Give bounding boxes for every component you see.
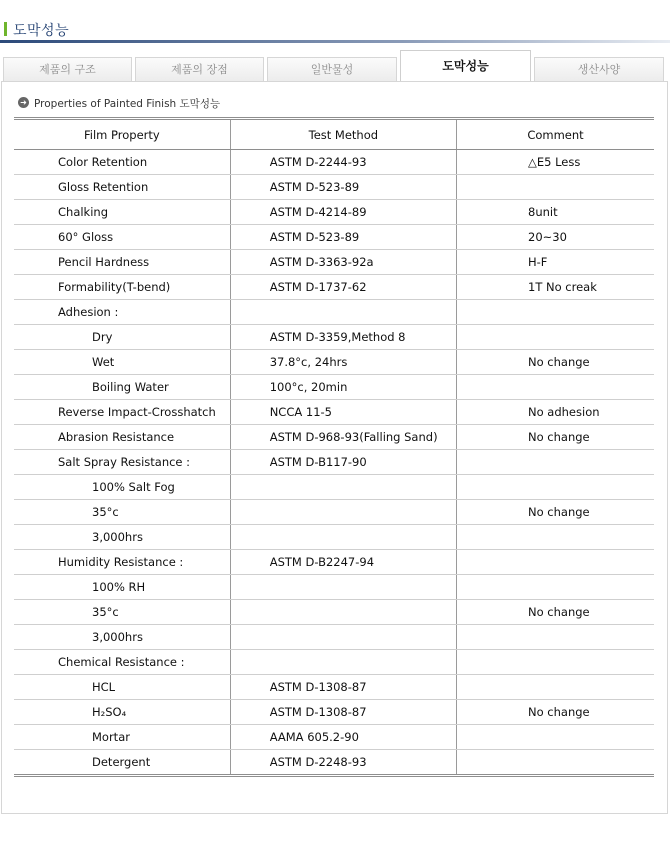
cell-comment: [457, 575, 655, 600]
column-header-comment: Comment: [457, 119, 655, 150]
cell-test-method: ASTM D-3363-92a: [230, 250, 456, 275]
page-title: 도막성능: [13, 23, 70, 39]
cell-test-method: [230, 525, 456, 550]
tab-general-properties[interactable]: 일반물성: [267, 57, 397, 81]
cell-comment: H-F: [457, 250, 655, 275]
page-header: [0, 0, 670, 46]
tab-advantages[interactable]: 제품의 장점: [135, 57, 264, 81]
table-row: [14, 175, 654, 200]
cell-comment: [457, 675, 655, 700]
table-row: [14, 550, 654, 575]
table-row: [14, 425, 654, 450]
cell-test-method: ASTM D-1737-62: [230, 275, 456, 300]
cell-comment: [457, 475, 655, 500]
cell-comment: No change: [457, 350, 655, 375]
cell-test-method: ASTM D-968-93(Falling Sand): [230, 425, 456, 450]
table-row: [14, 350, 654, 375]
cell-comment: [457, 725, 655, 750]
cell-test-method: ASTM D-B2247-94: [230, 550, 456, 575]
table-row: [14, 575, 654, 600]
table-row: [14, 200, 654, 225]
cell-comment: [457, 325, 655, 350]
cell-comment: [457, 625, 655, 650]
tab-production-spec[interactable]: 생산사양: [534, 57, 664, 81]
cell-property: 60° Gloss: [14, 225, 230, 250]
table-row: [14, 475, 654, 500]
cell-comment: [457, 300, 655, 325]
cell-property: H₂SO₄: [14, 700, 230, 725]
cell-comment: 20~30: [457, 225, 655, 250]
title-accent-bar: [4, 22, 7, 36]
cell-test-method: 100°c, 20min: [230, 375, 456, 400]
cell-property: 3,000hrs: [14, 525, 230, 550]
cell-comment: No change: [457, 500, 655, 525]
table-row: [14, 500, 654, 525]
cell-property: Chemical Resistance :: [14, 650, 230, 675]
table-row: [14, 275, 654, 300]
cell-property: Pencil Hardness: [14, 250, 230, 275]
cell-comment: No adhesion: [457, 400, 655, 425]
cell-comment: [457, 550, 655, 575]
cell-property: Color Retention: [14, 150, 230, 175]
table-row: [14, 300, 654, 325]
cell-test-method: [230, 600, 456, 625]
table-row: [14, 525, 654, 550]
table-row: [14, 650, 654, 675]
cell-comment: 8unit: [457, 200, 655, 225]
cell-property: Dry: [14, 325, 230, 350]
table-row: [14, 625, 654, 650]
table-row: [14, 150, 654, 175]
cell-comment: No change: [457, 700, 655, 725]
table-row: [14, 600, 654, 625]
cell-property: 35°c: [14, 600, 230, 625]
cell-property: Humidity Resistance :: [14, 550, 230, 575]
table-row: [14, 450, 654, 475]
table-row: [14, 325, 654, 350]
cell-comment: [457, 525, 655, 550]
table-body: [14, 150, 654, 776]
cell-property: 3,000hrs: [14, 625, 230, 650]
cell-property: Mortar: [14, 725, 230, 750]
cell-test-method: ASTM D-523-89: [230, 225, 456, 250]
cell-property: Formability(T-bend): [14, 275, 230, 300]
cell-comment: No change: [457, 425, 655, 450]
cell-test-method: [230, 575, 456, 600]
cell-test-method: [230, 625, 456, 650]
cell-comment: [457, 450, 655, 475]
column-header-property: Film Property: [14, 119, 230, 150]
cell-comment: [457, 175, 655, 200]
cell-comment: 1T No creak: [457, 275, 655, 300]
cell-test-method: [230, 500, 456, 525]
cell-property: Gloss Retention: [14, 175, 230, 200]
tab-bar: [0, 50, 670, 82]
cell-comment: [457, 650, 655, 675]
table-row: [14, 375, 654, 400]
cell-test-method: ASTM D-3359,Method 8: [230, 325, 456, 350]
cell-comment: [457, 750, 655, 776]
section-title: Properties of Painted Finish 도막성능: [34, 98, 221, 110]
cell-test-method: ASTM D-1308-87: [230, 700, 456, 725]
cell-property: 100% RH: [14, 575, 230, 600]
tab-structure[interactable]: 제품의 구조: [3, 57, 132, 81]
cell-comment: No change: [457, 600, 655, 625]
arrow-circle-icon: ➜: [18, 97, 29, 108]
cell-property: 100% Salt Fog: [14, 475, 230, 500]
table-row: [14, 750, 654, 776]
cell-property: 35°c: [14, 500, 230, 525]
table-row: [14, 725, 654, 750]
table-row: [14, 400, 654, 425]
cell-test-method: ASTM D-4214-89: [230, 200, 456, 225]
cell-test-method: [230, 650, 456, 675]
cell-test-method: ASTM D-523-89: [230, 175, 456, 200]
cell-test-method: ASTM D-2248-93: [230, 750, 456, 776]
table-row: [14, 675, 654, 700]
cell-property: Wet: [14, 350, 230, 375]
cell-test-method: [230, 475, 456, 500]
table-row: [14, 250, 654, 275]
cell-test-method: AAMA 605.2-90: [230, 725, 456, 750]
table-row: [14, 225, 654, 250]
cell-comment: [457, 375, 655, 400]
cell-property: Abrasion Resistance: [14, 425, 230, 450]
cell-property: Reverse Impact-Crosshatch: [14, 400, 230, 425]
tab-coating-performance[interactable]: 도막성능: [400, 50, 531, 82]
cell-property: Adhesion :: [14, 300, 230, 325]
cell-property: Salt Spray Resistance :: [14, 450, 230, 475]
cell-test-method: NCCA 11-5: [230, 400, 456, 425]
cell-test-method: ASTM D-1308-87: [230, 675, 456, 700]
cell-property: Boiling Water: [14, 375, 230, 400]
cell-test-method: ASTM D-2244-93: [230, 150, 456, 175]
cell-test-method: [230, 300, 456, 325]
table-row: [14, 700, 654, 725]
header-rule: [0, 40, 670, 43]
column-header-method: Test Method: [230, 119, 456, 150]
cell-test-method: ASTM D-B117-90: [230, 450, 456, 475]
cell-property: HCL: [14, 675, 230, 700]
cell-test-method: 37.8°c, 24hrs: [230, 350, 456, 375]
table-header-row: [14, 119, 654, 150]
cell-property: Chalking: [14, 200, 230, 225]
cell-comment: △E5 Less: [457, 150, 655, 175]
cell-property: Detergent: [92, 755, 151, 769]
properties-table: [14, 117, 654, 777]
